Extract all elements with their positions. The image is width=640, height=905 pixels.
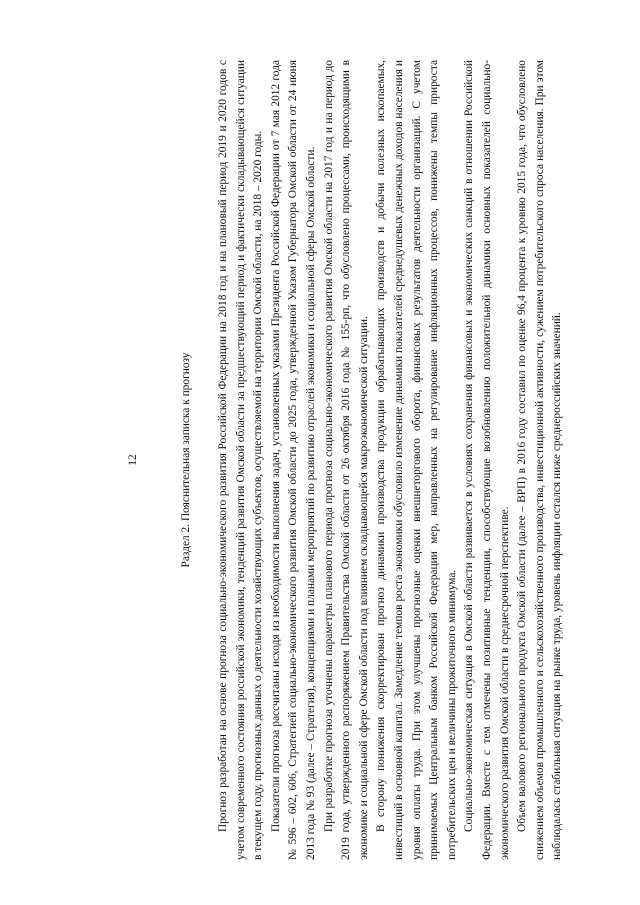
- section-heading: Раздел 2. Пояснительная записка к прогнозу: [180, 352, 192, 568]
- paragraph-4: В сторону понижения скорректирован прогноз динамики производства продукции обрабатывающих производств и добычи полезных ископаемых, инвестиций в основной капитал. Замедление темпов роста экономики обусловило изменение динамики показателей среднедушевых денежных доходов населения и уровня оплаты труда. При этом улучшены прогнозные оценки внешнеторгового оборота, финансовых результатов деятельности организаций. С учетом принимаемых Центральным банком Российской Федерации мер, направленных на регулирование инфляционных процессов, понижены темпы прироста потребительских цен и величины прожиточного минимума.: [375, 60, 458, 860]
- paragraph-1: Прогноз разработан на основе прогноза социально-экономического развития Российской Федерации на 2018 год и на плановый период 2019 и 2020 годов с учетом современного состояния российской экономики, тенденций развития Омской области за предшествующий период и фактически складывающейся ситуации в текущем году, прогнозных данных о деятельности хозяйствующих субъектов, осуществляемой на территории Омской области, на 2018 – 2020 годы.: [217, 60, 265, 860]
- paragraph-5: Социально-экономическая ситуация в Омской области развивается в условиях сохранения финансовых и экономических санкций в отношении Российской Федерации. Вместе с тем отмечены позитивные тенденции, способствующие возобновлению положительной динамики основных показателей социально-экономического развития Омской области в среднесрочной перспективе.: [463, 60, 511, 860]
- document-body: [215, 60, 567, 860]
- page-number: 12: [127, 454, 139, 466]
- rotated-page: [125, 60, 564, 860]
- paragraph-6: Объем валового регионального продукта Омской области (далее – ВРП) в 2016 году составил по оценке 96,4 процента к уровню 2015 года, что обусловлено снижением объемов промышленного и сельскохозяйственного производства, инвестиционной активности, сужением потребительского спроса населения. При этом наблюдалась стабильная ситуация на рынке труда, уровень инфляции остался ниже среднероссийских значений.: [516, 60, 564, 860]
- paragraph-3: При разработке прогноза уточнены параметры планового периода прогноза социально-экономического развития Омской области на 2017 год и на период до 2019 года, утвержденного распоряжением Правительства Омской области от 26 октября 2016 года № 155-рп, что обусловлено процессами, происходящими в экономике и социальной сфере Омской области под влиянием складывающейся макроэкономической ситуации.: [322, 60, 370, 860]
- paragraph-2: Показатели прогноза рассчитаны исходя из необходимости выполнения задач, установленных указами Президента Российской Федерации от 7 мая 2012 года № 596 – 602, 606, Стратегией социально-экономического развития Омской области до 2025 года, утвержденной Указом Губернатора Омской области от 24 июня 2013 года № 93 (далее – Стратегия), концепциями и планами мероприятий по развитию отраслей экономики и социальной сферы Омской области.: [269, 60, 317, 860]
